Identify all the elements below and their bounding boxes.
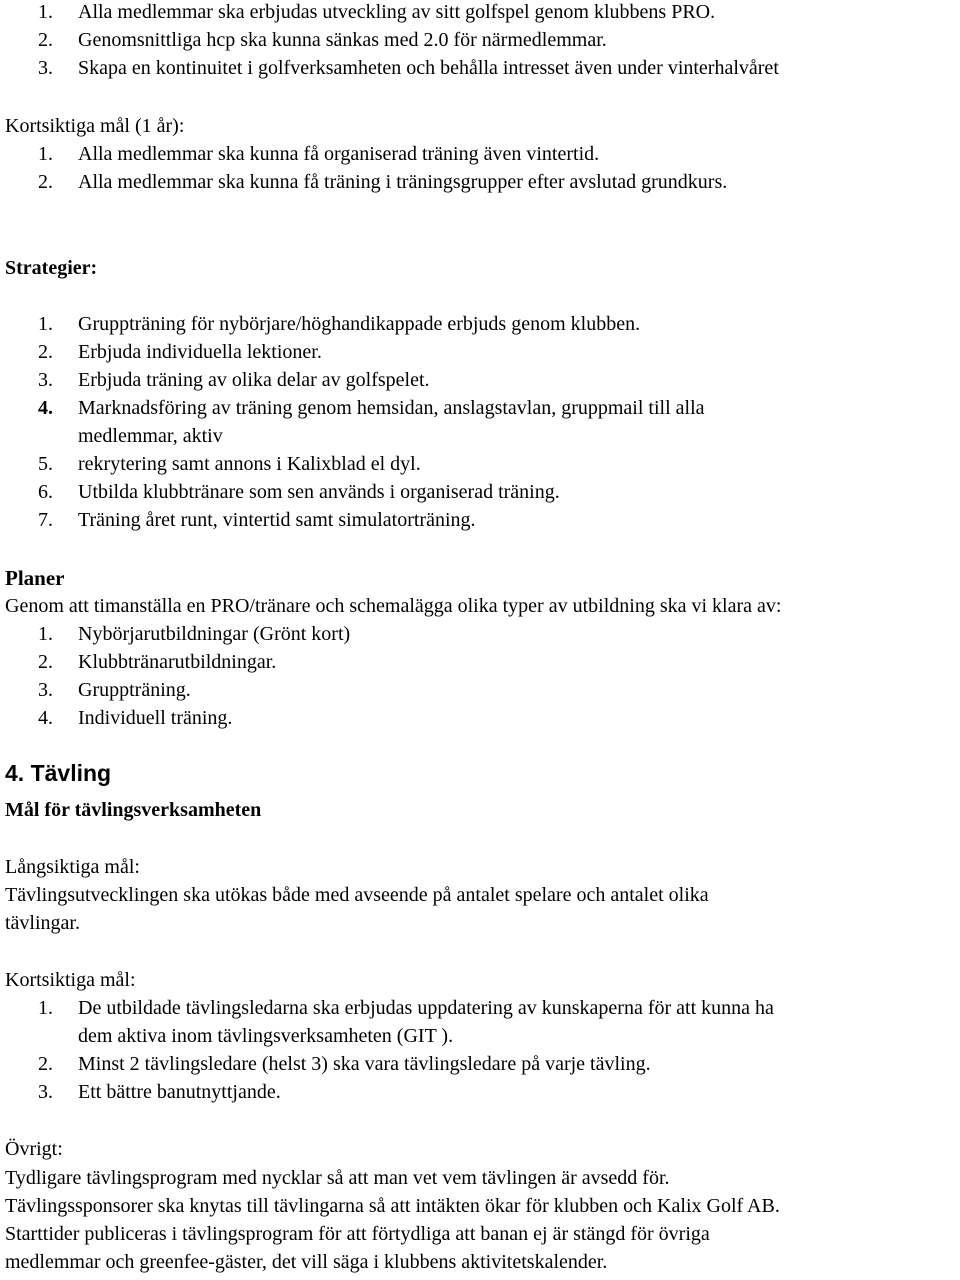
list-item: Erbjuda träning av olika delar av golfspelet.: [78, 369, 430, 391]
list-item: Träning året runt, vintertid samt simulatorträning.: [78, 509, 476, 531]
long-goals-heading: Långsiktiga mål:: [5, 856, 140, 878]
short-goals-heading: Kortsiktiga mål:: [5, 969, 136, 991]
list-item-continuation: medlemmar, aktiv: [78, 425, 223, 447]
list-item: Alla medlemmar ska erbjudas utveckling av sitt golfspel genom klubbens PRO.: [78, 1, 716, 23]
list-number: 3.: [38, 679, 53, 701]
list-number: 2.: [38, 29, 53, 51]
paragraph-line: medlemmar och greenfee-gäster, det vill säga i klubbens aktivitetskalender.: [5, 1251, 608, 1273]
list-number: 4.: [38, 707, 53, 729]
list-item: Nybörjarutbildningar (Grönt kort): [78, 623, 351, 645]
plans-heading: Planer: [5, 566, 65, 590]
list-number: 1.: [38, 1, 53, 23]
list-item: Marknadsföring av träning genom hemsidan, anslagstavlan, gruppmail till alla: [78, 397, 705, 419]
list-number: 7.: [38, 509, 53, 531]
list-number: 1.: [38, 997, 53, 1019]
strategies-heading: Strategier:: [5, 257, 98, 279]
list-item: Alla medlemmar ska kunna få organiserad träning även vintertid.: [78, 143, 600, 165]
paragraph-line: tävlingar.: [5, 912, 80, 934]
list-item: Gruppträning.: [78, 679, 191, 701]
paragraph-line: Tävlingssponsorer ska knytas till tävlingarna så att intäkten ökar för klubben och Kalix Golf AB.: [5, 1195, 780, 1217]
list-item: Gruppträning för nybörjare/höghandikappade erbjuds genom klubben.: [78, 313, 641, 335]
list-item: Utbilda klubbtränare som sen används i organiserad träning.: [78, 481, 560, 503]
list-item: Genomsnittliga hcp ska kunna sänkas med 2.0 för närmedlemmar.: [78, 29, 607, 51]
list-number: 1.: [38, 623, 53, 645]
list-item: De utbildade tävlingsledarna ska erbjudas uppdatering av kunskaperna för att kunna ha: [78, 997, 774, 1019]
list-number: 2.: [38, 341, 53, 363]
list-number: 3.: [38, 57, 53, 79]
list-number: 6.: [38, 481, 53, 503]
paragraph-line: Starttider publiceras i tävlingsprogram för att förtydliga att banan ej är stängd för övriga: [5, 1223, 710, 1245]
list-number: 3.: [38, 369, 53, 391]
short-goals-heading: Kortsiktiga mål (1 år):: [5, 115, 185, 137]
list-item: rekrytering samt annons i Kalixblad el dyl.: [78, 453, 421, 475]
paragraph-line: Tydligare tävlingsprogram med nycklar så att man vet vem tävlingen är avsedd för.: [5, 1167, 670, 1189]
list-item: Erbjuda individuella lektioner.: [78, 341, 322, 363]
list-number: 1.: [38, 143, 53, 165]
list-item: Alla medlemmar ska kunna få träning i träningsgrupper efter avslutad grundkurs.: [78, 171, 728, 193]
list-item: Individuell träning.: [78, 707, 233, 729]
list-number: 5.: [38, 453, 53, 475]
list-number: 1.: [38, 313, 53, 335]
section-subheading: Mål för tävlingsverksamheten: [5, 799, 262, 821]
list-number: 2.: [38, 651, 53, 673]
list-item: Ett bättre banutnyttjande.: [78, 1081, 281, 1103]
paragraph-line: Tävlingsutvecklingen ska utökas både med avseende på antalet spelare och antalet olika: [5, 884, 709, 906]
list-number: 2.: [38, 1053, 53, 1075]
plans-intro: Genom att timanställa en PRO/tränare och schemalägga olika typer av utbildning ska vi klara av:: [5, 595, 782, 617]
list-item: Minst 2 tävlingsledare (helst 3) ska vara tävlingsledare på varje tävling.: [78, 1053, 651, 1075]
list-item-continuation: dem aktiva inom tävlingsverksamheten (GIT ).: [78, 1025, 454, 1047]
list-item: Skapa en kontinuitet i golfverksamheten och behålla intresset även under vinterhalvåret: [78, 57, 779, 79]
list-item: Klubbtränarutbildningar.: [78, 651, 277, 673]
list-number: 3.: [38, 1081, 53, 1103]
list-number: 4.: [38, 397, 53, 419]
section-heading: 4. Tävling: [5, 760, 112, 786]
list-number: 2.: [38, 171, 53, 193]
other-heading: Övrigt:: [5, 1138, 63, 1160]
